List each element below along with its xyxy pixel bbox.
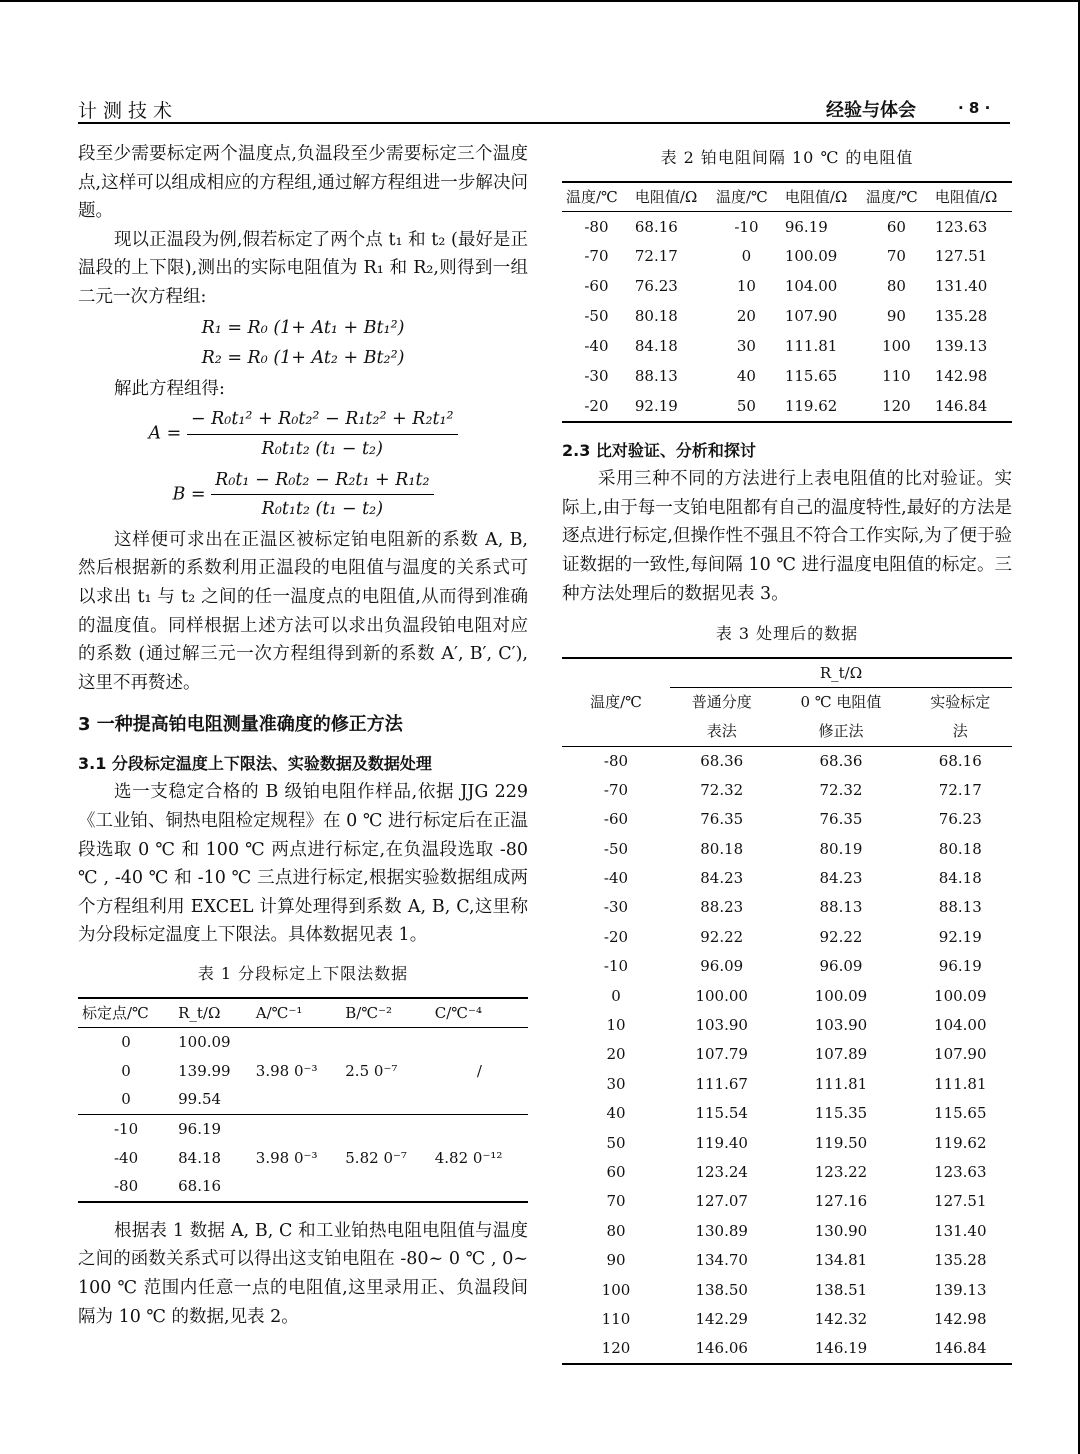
paragraph: 解此方程组得:: [114, 378, 225, 399]
table-cell: 138.50: [695, 1280, 748, 1299]
table-cell: -80: [603, 751, 629, 770]
table-row: [562, 1158, 1012, 1187]
numerator: R₀t₁ − R₀t₂ − R₂t₁ + R₁t₂: [211, 466, 433, 496]
table-cell: 134.81: [814, 1251, 868, 1270]
table-cell: 127.51: [934, 1192, 987, 1211]
table-cell: 30: [736, 337, 756, 356]
right-column: [562, 140, 1012, 1365]
table-cell: -10: [113, 1120, 139, 1138]
table-header: A/℃⁻¹: [255, 1003, 303, 1022]
table-cell: 80.18: [634, 307, 678, 326]
table-header-row: [562, 182, 1012, 212]
table-cell: 96.19: [938, 957, 982, 976]
table-cell: 107.79: [695, 1045, 748, 1064]
equation: R₂ = R₀ (1+ At₂ + Bt₂²): [201, 348, 405, 369]
table-cell: 120: [882, 396, 911, 415]
table-row: [562, 1099, 1012, 1128]
table-cell: [341, 1057, 430, 1086]
table-cell: -30: [603, 898, 629, 917]
table-header: 温度/℃: [566, 187, 618, 206]
table-header: [909, 688, 1012, 746]
table-row: [562, 332, 1012, 362]
header-line: 法: [952, 722, 968, 741]
table-cell: 68.16: [938, 751, 982, 770]
table-cell: 115.65: [784, 367, 838, 386]
table-cell: 70: [606, 1192, 626, 1211]
table-cell: [252, 1144, 341, 1173]
table-cell: 80.18: [938, 839, 982, 858]
table-row: [562, 1187, 1012, 1216]
table-cell: 88.23: [700, 898, 744, 917]
table-cell: 88.13: [634, 367, 678, 386]
table-cell: 138.51: [814, 1280, 868, 1299]
table-cell: [341, 1144, 430, 1173]
table-cell: 111.67: [695, 1074, 748, 1093]
table-1: [78, 997, 528, 1203]
table-cell: 146.84: [934, 396, 988, 415]
table-cell: 76.35: [700, 810, 744, 829]
table-cell: -60: [603, 810, 629, 829]
table-row: [562, 864, 1012, 893]
table-cell: 50: [736, 396, 756, 415]
equation-lhs: B =: [172, 484, 206, 505]
table-cell: 84.23: [700, 869, 744, 888]
table-cell: 0: [741, 247, 752, 266]
table-cell: 120: [601, 1338, 631, 1357]
table-row: [562, 893, 1012, 922]
table-cell: 123.24: [695, 1162, 748, 1181]
left-column: [78, 140, 528, 1331]
table-header: C/℃⁻⁴: [434, 1003, 482, 1022]
table-header: 温度/℃: [562, 658, 670, 746]
table-cell: 139.13: [934, 337, 988, 356]
table-cell: 0: [121, 1061, 131, 1080]
table-cell: -60: [584, 277, 609, 296]
coef-value: 3.98: [255, 1061, 290, 1080]
table-caption: 表 3 处理后的数据: [715, 624, 859, 644]
denominator: R₀t₁t₂ (t₁ − t₂): [261, 499, 384, 520]
table-3: [562, 657, 1012, 1365]
table-cell: 104.00: [934, 1016, 987, 1035]
paragraph: 选一支稳定合格的 B 级铂电阻作样品,依据 JJG 229 《工业铂、铜热电阻检定规程》在 0 ℃ 进行标定后在正温段选取 0 ℃ 和 100 ℃ 两点进行标定,在负温段选取 -80 ℃ , -40 ℃ 和 -10 ℃ 三点进行标定,根据实验数据组成两个方程组利用 EXCEL 计算处理得到系数 A, B, C,这里称为分段标定温度上下限法。具体数据见表 1。: [78, 782, 528, 946]
table-cell: 84.18: [938, 869, 982, 888]
table-cell: 90: [606, 1251, 626, 1270]
coef-exp: 0⁻³: [293, 1061, 318, 1080]
table-row: [78, 1172, 528, 1202]
page-frame-top: [0, 0, 1080, 2]
table-cell: 68.16: [178, 1177, 222, 1196]
table-cell: 107.90: [934, 1045, 987, 1064]
table-cell: 107.90: [784, 307, 838, 326]
table-cell: 80: [886, 277, 906, 296]
table-row: [562, 922, 1012, 951]
table-header: B/℃⁻²: [345, 1003, 393, 1022]
table-cell: 111.81: [784, 337, 838, 356]
table-header: [773, 688, 908, 746]
table-2: [562, 181, 1012, 423]
table-row: [562, 1305, 1012, 1334]
table-cell: 100: [882, 337, 911, 356]
table-cell: 130.89: [695, 1221, 748, 1240]
table-cell: 123.63: [934, 1162, 987, 1181]
paragraph: 这样便可求出在正温区被标定铂电阻新的系数 A, B,然后根据新的系数利用正温段的电阻值与温度的关系式可以求出 t₁ 与 t₂ 之间的任一温度点的电阻值,从而得到准确的温度值。同样根据上述方法可以求出负温段铂电阻对应的系数 (通过解三元一次方程组得到新的系数 A′, B′, C′),这里不再赘述。: [78, 529, 528, 693]
table-cell: 119.40: [695, 1133, 748, 1152]
table-row: [562, 746, 1012, 775]
table-cell: 68.36: [819, 751, 863, 770]
table-cell: -20: [603, 927, 629, 946]
table-cell: 127.07: [695, 1192, 748, 1211]
table-header: 电阻值/Ω: [784, 187, 848, 206]
table-cell: 142.98: [934, 1309, 987, 1328]
table-cell: 72.32: [700, 780, 744, 799]
table-caption: 表 2 铂电阻间隔 10 ℃ 的电阻值: [660, 148, 914, 167]
table-cell: 115.35: [814, 1104, 868, 1123]
table-cell: 80.18: [700, 839, 744, 858]
page-number: · 8 ·: [958, 99, 991, 117]
table-cell: 146.06: [695, 1338, 748, 1357]
table-header: 标定点/℃: [82, 1003, 149, 1022]
table-cell: -30: [584, 367, 609, 386]
table-cell: -10: [603, 957, 629, 976]
table-cell: 111.81: [934, 1074, 987, 1093]
header-rule: [78, 122, 1010, 124]
table-cell: 127.51: [934, 247, 988, 266]
table-cell: 30: [606, 1074, 626, 1093]
coef-exp: 0⁻¹²: [472, 1148, 503, 1167]
table-cell: 76.35: [819, 810, 863, 829]
table-cell: [431, 1144, 528, 1173]
table-cell: 146.84: [934, 1338, 987, 1357]
table-cell: 110: [601, 1309, 631, 1328]
table-cell: 88.13: [938, 898, 982, 917]
table-cell: 103.90: [695, 1016, 748, 1035]
table-cell: 131.40: [934, 277, 988, 296]
table-cell: 115.54: [695, 1104, 748, 1123]
table-cell: 72.17: [938, 780, 982, 799]
table-row: [562, 981, 1012, 1010]
table-row: [562, 1128, 1012, 1157]
table-cell: 104.00: [784, 277, 838, 296]
table-cell: 68.16: [634, 217, 678, 236]
table-header: 温度/℃: [865, 187, 918, 206]
table-header: R_t/Ω: [178, 1003, 221, 1022]
table-row: [562, 1246, 1012, 1275]
header-line: 实验标定: [930, 693, 991, 712]
header-line: 修正法: [818, 722, 864, 741]
header-line: 0 ℃ 电阻值: [800, 693, 882, 712]
table-cell: 99.54: [178, 1090, 222, 1109]
equation-b: [78, 466, 528, 524]
table-cell: [252, 1057, 341, 1086]
section-name: 经验与体会: [826, 100, 916, 121]
coef-value: 4.82: [434, 1148, 469, 1167]
table-row: [562, 834, 1012, 863]
table-cell: 119.50: [814, 1133, 868, 1152]
table-header: [670, 688, 773, 746]
table-cell: /: [476, 1061, 482, 1080]
coef-value: 2.5: [345, 1061, 370, 1080]
table-cell: 10: [606, 1016, 626, 1035]
table-cell: -70: [603, 780, 629, 799]
table-cell: 130.90: [814, 1221, 868, 1240]
table-cell: 146.19: [814, 1338, 868, 1357]
paragraph: 段至少需要标定两个温度点,负温段至少需要标定三个温度点,这样可以组成相应的方程组,通过解方程组进一步解决问题。: [78, 144, 528, 222]
table-cell: 92.22: [700, 927, 744, 946]
table-cell: 139.13: [934, 1280, 987, 1299]
table-row: [562, 1275, 1012, 1304]
table-cell: 100.09: [784, 247, 838, 266]
table-cell: 103.90: [814, 1016, 868, 1035]
table-cell: 142.32: [814, 1309, 868, 1328]
table-cell: 72.17: [634, 247, 678, 266]
table-cell: -40: [113, 1148, 139, 1167]
table-cell: 40: [606, 1104, 626, 1123]
table-row: [562, 392, 1012, 422]
table-cell: 40: [736, 367, 756, 386]
table-header: 电阻值/Ω: [934, 187, 998, 206]
journal-name: 计测技术: [78, 100, 179, 122]
table-cell: -50: [584, 307, 609, 326]
table-row: [562, 242, 1012, 272]
table-row: [562, 1216, 1012, 1245]
table-cell: 100.09: [934, 986, 987, 1005]
subsection-heading: 3.1 分段标定温度上下限法、实验数据及数据处理: [78, 753, 432, 773]
fraction: [211, 466, 433, 524]
table-cell: 76.23: [938, 810, 982, 829]
table-row: [562, 776, 1012, 805]
table-cell: 110: [882, 367, 911, 386]
table-row: [78, 1057, 528, 1086]
table-cell: 0: [611, 986, 621, 1005]
table-header-group: R_t/Ω: [670, 658, 1012, 688]
table-cell: 100: [601, 1280, 631, 1299]
table-cell: 84.18: [634, 337, 678, 356]
table-header-row: [78, 998, 528, 1028]
table-cell: 134.70: [695, 1251, 748, 1270]
numerator: − R₀t₁² + R₀t₂² − R₁t₂² + R₂t₁²: [187, 405, 458, 435]
table-cell: 70: [886, 247, 906, 266]
paragraph: 现以正温段为例,假若标定了两个点 t₁ 和 t₂ (最好是正温段的上下限),测出的实际电阻值为 R₁ 和 R₂,则得到一组二元一次方程组:: [78, 229, 528, 307]
table-row: [562, 1040, 1012, 1069]
table-row: [562, 1334, 1012, 1364]
paragraph: 根据表 1 数据 A, B, C 和工业铂热电阻电阻值与温度之间的函数关系式可以得出这支铂电阻在 -80~ 0 ℃ , 0~ 100 ℃ 范围内任意一点的电阻值,这里录用正、负温段间隔为 10 ℃ 的数据,见表 2。: [78, 1220, 528, 1327]
coef-value: 5.82: [345, 1148, 379, 1167]
coef-value: 3.98: [255, 1148, 290, 1167]
table-header: 温度/℃: [715, 187, 768, 206]
header-line: 表法: [706, 722, 737, 741]
table-cell: 139.99: [178, 1061, 231, 1080]
table-row: [78, 1115, 528, 1144]
table-cell: -80: [113, 1177, 139, 1196]
coef-exp: 0⁻³: [293, 1148, 318, 1167]
table-row: [562, 302, 1012, 332]
table-cell: 50: [606, 1133, 626, 1152]
table-cell: 135.28: [934, 1251, 987, 1270]
table-cell: 127.16: [814, 1192, 868, 1211]
table-row: [562, 1011, 1012, 1040]
table-row: [562, 272, 1012, 302]
table-cell: -50: [603, 839, 629, 858]
table-cell: 111.81: [814, 1074, 868, 1093]
table-cell: 96.09: [700, 957, 744, 976]
table-cell: 90: [886, 307, 906, 326]
table-row: [78, 1144, 528, 1173]
table-cell: 60: [886, 217, 906, 236]
table-cell: -40: [584, 337, 609, 356]
table-cell: 123.22: [814, 1162, 868, 1181]
table-row: [562, 212, 1012, 242]
fraction: [187, 405, 458, 463]
table-row: [562, 952, 1012, 981]
table-cell: -80: [584, 217, 609, 236]
table-caption: 表 1 分段标定上下限法数据: [197, 964, 409, 984]
paragraph: 采用三种不同的方法进行上表电阻值的比对验证。实际上,由于每一支铂电阻都有自己的温度特性,最好的方法是逐点进行标定,但操作性不强且不符合工作实际,为了便于验证数据的一致性,每间隔 10 ℃ 进行温度电阻值的标定。三种方法处理后的数据见表 3。: [562, 469, 1012, 604]
equation-a: [78, 405, 528, 463]
table-cell: 84.23: [819, 869, 863, 888]
table-cell: 0: [121, 1090, 131, 1109]
header-line: 普通分度: [691, 693, 752, 712]
equation: R₁ = R₀ (1+ At₁ + Bt₁²): [201, 317, 405, 338]
table-row: [562, 1069, 1012, 1098]
table-cell: 142.29: [695, 1309, 748, 1328]
table-cell: 107.89: [814, 1045, 868, 1064]
table-cell: 100.09: [814, 986, 868, 1005]
table-header-row: [562, 658, 1012, 688]
table-cell: 72.32: [819, 780, 863, 799]
table-cell: 131.40: [934, 1221, 987, 1240]
table-row: [78, 1028, 528, 1057]
table-cell: 100.00: [695, 986, 748, 1005]
table-cell: -70: [584, 247, 609, 266]
table-cell: 80.19: [819, 839, 863, 858]
table-cell: 92.22: [819, 927, 863, 946]
table-cell: 10: [736, 277, 756, 296]
table-cell: 20: [606, 1045, 626, 1064]
table-cell: 76.23: [634, 277, 678, 296]
table-cell: 84.18: [178, 1148, 222, 1167]
table-cell: 119.62: [934, 1133, 987, 1152]
table-cell: 115.65: [934, 1104, 987, 1123]
table-cell: -20: [584, 396, 609, 415]
equation-lhs: A =: [148, 423, 182, 444]
table-cell: 60: [606, 1162, 626, 1181]
table-cell: 92.19: [938, 927, 982, 946]
table-cell: -40: [603, 869, 629, 888]
table-cell: 123.63: [934, 217, 988, 236]
table-cell: 88.13: [819, 898, 863, 917]
table-row: [78, 1085, 528, 1114]
table-cell: 0: [121, 1033, 131, 1052]
table-cell: 80: [606, 1221, 626, 1240]
table-cell: 142.98: [934, 367, 988, 386]
table-cell: 92.19: [634, 396, 678, 415]
table-cell: 20: [736, 307, 756, 326]
table-cell: 96.19: [784, 217, 828, 236]
denominator: R₀t₁t₂ (t₁ − t₂): [261, 438, 383, 459]
table-cell: 68.36: [700, 751, 744, 770]
coef-exp: 0⁻⁷: [383, 1148, 407, 1167]
table-cell: 135.28: [934, 307, 988, 326]
table-cell: 96.09: [819, 957, 863, 976]
coef-exp: 0⁻⁷: [373, 1061, 398, 1080]
subsection-heading: 2.3 比对验证、分析和探讨: [562, 440, 756, 460]
table-cell: 119.62: [784, 396, 838, 415]
table-header: 电阻值/Ω: [634, 187, 698, 206]
table-cell: -10: [734, 217, 759, 236]
section-heading: 3 一种提高铂电阻测量准确度的修正方法: [78, 714, 403, 736]
table-cell: 96.19: [178, 1120, 222, 1138]
table-row: [562, 362, 1012, 392]
table-cell: 100.09: [178, 1033, 231, 1052]
table-row: [562, 805, 1012, 834]
